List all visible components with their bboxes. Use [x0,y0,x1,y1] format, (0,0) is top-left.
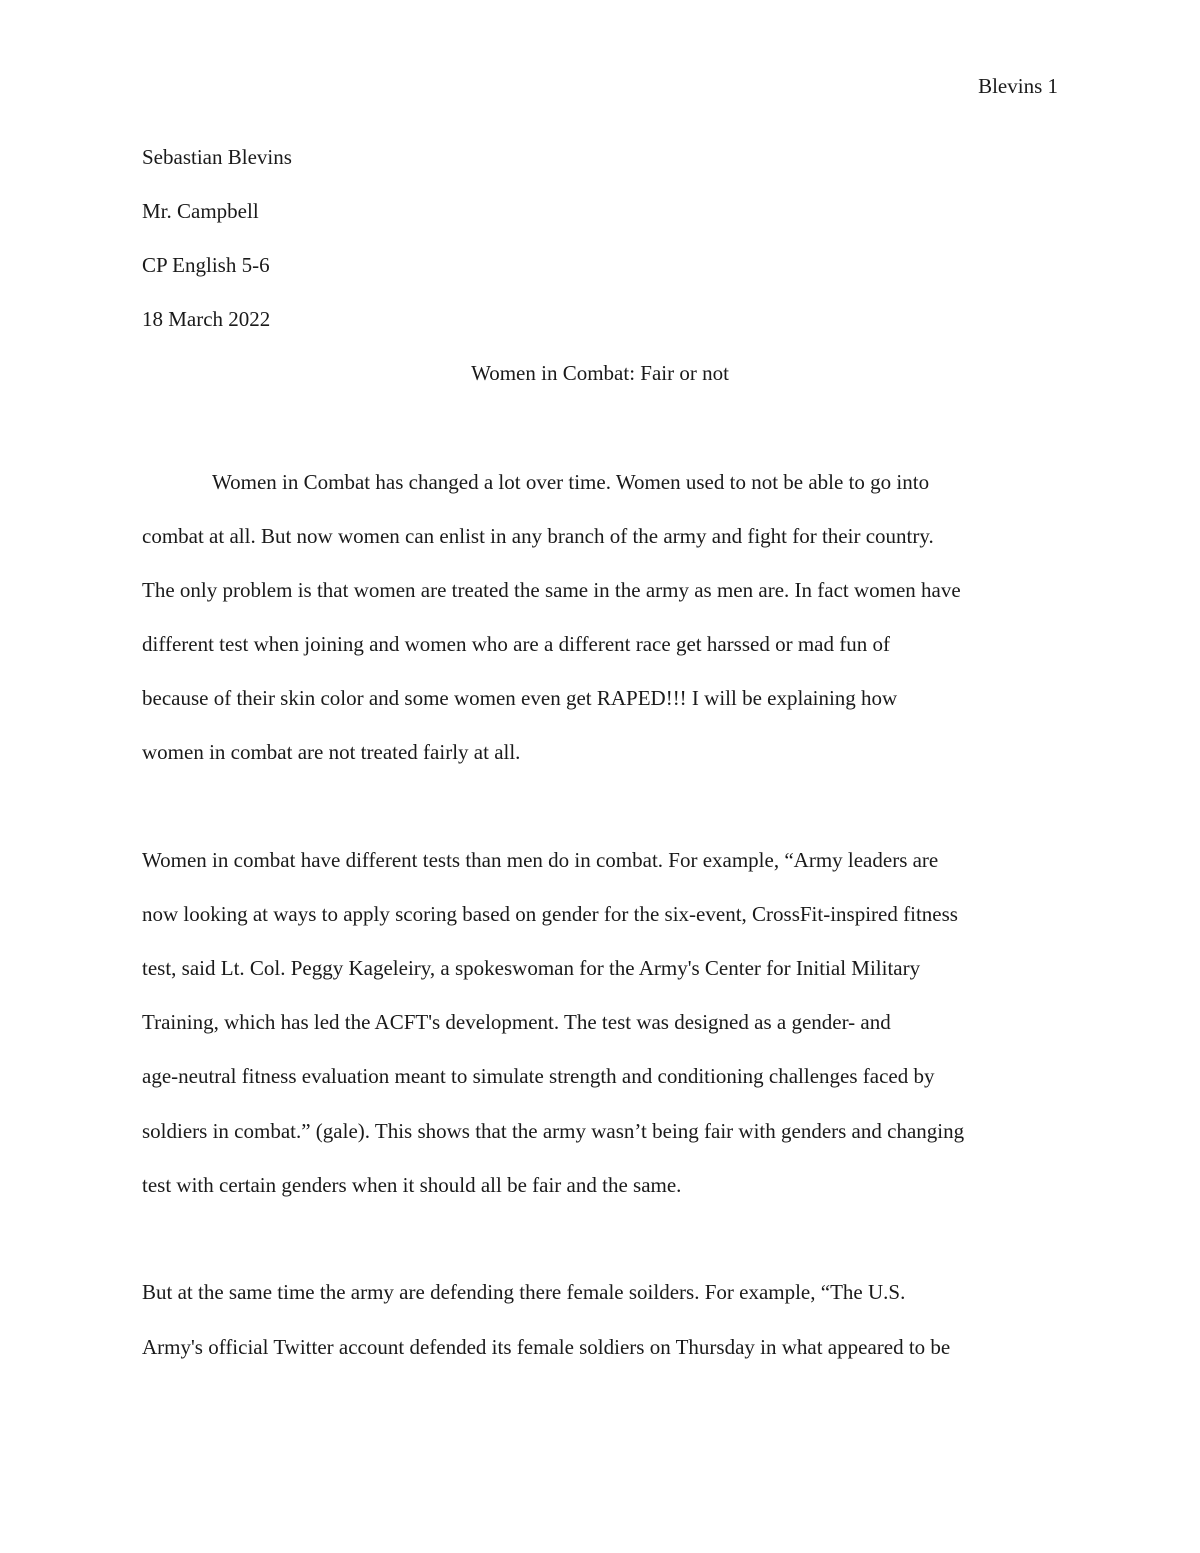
essay-date: 18 March 2022 [142,307,271,331]
running-head: Blevins 1 [978,74,1058,98]
teacher-name: Mr. Campbell [142,199,259,223]
paragraph-line: test, said Lt. Col. Peggy Kageleiry, a spokeswoman for the Army's Center for Initial Military [142,956,921,980]
paragraph-line: Army's official Twitter account defended its female soldiers on Thursday in what appeared to be [142,1335,951,1359]
paragraph-line: But at the same time the army are defending there female soilders. For example, “The U.S. [142,1280,906,1304]
course-name: CP English 5-6 [142,253,270,277]
paragraph-line: now looking at ways to apply scoring based on gender for the six-event, CrossFit-inspired fitness [142,902,958,926]
paragraph-line: Women in combat have different tests than men do in combat. For example, “Army leaders are [142,848,939,872]
paragraph-line: because of their skin color and some women even get RAPED!!! I will be explaining how [142,686,898,710]
paragraph-line: age-neutral fitness evaluation meant to simulate strength and conditioning challenges faced by [142,1064,935,1088]
paragraph-line: Women in Combat has changed a lot over time. Women used to not be able to go into [212,470,930,494]
paragraph-line: Training, which has led the ACFT's development. The test was designed as a gender- and [142,1010,891,1034]
paragraph-line: soldiers in combat.” (gale). This shows that the army wasn’t being fair with genders and changing [142,1119,965,1143]
essay-title: Women in Combat: Fair or not [471,361,729,385]
paragraph-line: combat at all. But now women can enlist in any branch of the army and fight for their country. [142,524,934,548]
paragraph-line: test with certain genders when it should all be fair and the same. [142,1173,682,1197]
paragraph-line: The only problem is that women are treated the same in the army as men are. In fact women have [142,578,961,602]
paragraph-line: women in combat are not treated fairly at all. [142,740,521,764]
paragraph-line: different test when joining and women who are a different race get harssed or mad fun of [142,632,890,656]
student-name: Sebastian Blevins [142,145,292,169]
